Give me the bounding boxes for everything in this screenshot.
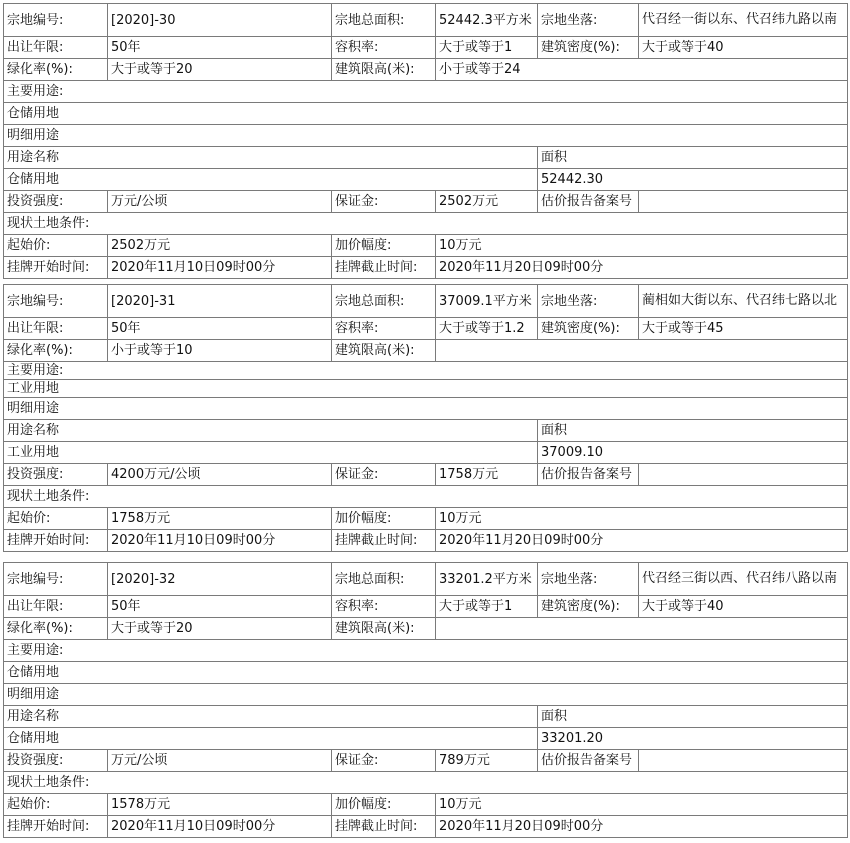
- start-price-label: 起始价:: [4, 794, 108, 816]
- main-use-label: 主要用途:: [4, 640, 848, 662]
- term-value: 50年: [108, 596, 332, 618]
- increment-label: 加价幅度:: [332, 508, 436, 530]
- use-name-value: 仓储用地: [4, 169, 538, 191]
- land-condition-label: 现状土地条件:: [4, 772, 848, 794]
- parcel-table: [3, 284, 848, 552]
- list-start-value: 2020年11月10日09时00分: [108, 257, 332, 279]
- area-header: 面积: [538, 147, 848, 169]
- far-value: 大于或等于1.2: [436, 318, 538, 340]
- parcel-no-value: [2020]-30: [108, 4, 332, 37]
- list-end-label: 挂牌截止时间:: [332, 816, 436, 838]
- appraisal-label: 估价报告备案号: [538, 191, 639, 213]
- detail-use-label: 明细用途: [4, 125, 848, 147]
- deposit-label: 保证金:: [332, 750, 436, 772]
- list-end-value: 2020年11月20日09时00分: [436, 816, 848, 838]
- location-label: 宗地坐落:: [538, 563, 639, 596]
- list-end-label: 挂牌截止时间:: [332, 257, 436, 279]
- use-name-header: 用途名称: [4, 147, 538, 169]
- land-condition-label: 现状土地条件:: [4, 213, 848, 235]
- parcel-table: [3, 562, 848, 838]
- increment-value: 10万元: [436, 235, 848, 257]
- deposit-label: 保证金:: [332, 191, 436, 213]
- far-label: 容积率:: [332, 596, 436, 618]
- density-label: 建筑密度(%):: [538, 596, 639, 618]
- total-area-value: 37009.1平方米: [436, 285, 538, 318]
- height-limit-value: [436, 340, 848, 362]
- parcel-no-label: 宗地编号:: [4, 285, 108, 318]
- far-label: 容积率:: [332, 318, 436, 340]
- appraisal-value: [639, 464, 848, 486]
- parcel-no-label: 宗地编号:: [4, 563, 108, 596]
- height-limit-value: 小于或等于24: [436, 59, 848, 81]
- term-value: 50年: [108, 37, 332, 59]
- green-value: 大于或等于20: [108, 618, 332, 640]
- location-label: 宗地坐落:: [538, 4, 639, 37]
- main-use-value: 仓储用地: [4, 662, 848, 684]
- use-name-value: 仓储用地: [4, 728, 538, 750]
- total-area-value: 33201.2平方米: [436, 563, 538, 596]
- list-start-value: 2020年11月10日09时00分: [108, 816, 332, 838]
- increment-value: 10万元: [436, 508, 848, 530]
- deposit-label: 保证金:: [332, 464, 436, 486]
- appraisal-value: [639, 191, 848, 213]
- parcel-no-value: [2020]-31: [108, 285, 332, 318]
- green-label: 绿化率(%):: [4, 618, 108, 640]
- location-value: 蔺相如大街以东、代召纬七路以北: [639, 285, 848, 318]
- term-label: 出让年限:: [4, 318, 108, 340]
- list-end-value: 2020年11月20日09时00分: [436, 257, 848, 279]
- area-header: 面积: [538, 706, 848, 728]
- parcel-no-label: 宗地编号:: [4, 4, 108, 37]
- location-value: 代召经三街以西、代召纬八路以南: [639, 563, 848, 596]
- use-name-value: 工业用地: [4, 442, 538, 464]
- list-start-label: 挂牌开始时间:: [4, 530, 108, 552]
- land-condition-label: 现状土地条件:: [4, 486, 848, 508]
- height-limit-label: 建筑限高(米):: [332, 340, 436, 362]
- density-label: 建筑密度(%):: [538, 318, 639, 340]
- green-label: 绿化率(%):: [4, 59, 108, 81]
- parcel-no-value: [2020]-32: [108, 563, 332, 596]
- increment-label: 加价幅度:: [332, 235, 436, 257]
- total-area-label: 宗地总面积:: [332, 285, 436, 318]
- start-price-value: 2502万元: [108, 235, 332, 257]
- height-limit-label: 建筑限高(米):: [332, 59, 436, 81]
- detail-use-label: 明细用途: [4, 398, 848, 420]
- start-price-label: 起始价:: [4, 235, 108, 257]
- location-label: 宗地坐落:: [538, 285, 639, 318]
- invest-label: 投资强度:: [4, 464, 108, 486]
- term-value: 50年: [108, 318, 332, 340]
- green-label: 绿化率(%):: [4, 340, 108, 362]
- invest-value: 万元/公顷: [108, 750, 332, 772]
- use-area-value: 33201.20: [538, 728, 848, 750]
- use-name-header: 用途名称: [4, 706, 538, 728]
- invest-value: 4200万元/公顷: [108, 464, 332, 486]
- invest-value: 万元/公顷: [108, 191, 332, 213]
- start-price-value: 1758万元: [108, 508, 332, 530]
- term-label: 出让年限:: [4, 37, 108, 59]
- main-use-label: 主要用途:: [4, 81, 848, 103]
- main-use-label: 主要用途:: [4, 362, 848, 380]
- detail-use-label: 明细用途: [4, 684, 848, 706]
- list-end-label: 挂牌截止时间:: [332, 530, 436, 552]
- height-limit-value: [436, 618, 848, 640]
- main-use-value: 仓储用地: [4, 103, 848, 125]
- list-start-value: 2020年11月10日09时00分: [108, 530, 332, 552]
- density-value: 大于或等于40: [639, 37, 848, 59]
- height-limit-label: 建筑限高(米):: [332, 618, 436, 640]
- main-use-value: 工业用地: [4, 380, 848, 398]
- density-value: 大于或等于40: [639, 596, 848, 618]
- parcel-table: [3, 3, 848, 279]
- green-value: 小于或等于10: [108, 340, 332, 362]
- total-area-label: 宗地总面积:: [332, 563, 436, 596]
- density-label: 建筑密度(%):: [538, 37, 639, 59]
- total-area-label: 宗地总面积:: [332, 4, 436, 37]
- use-name-header: 用途名称: [4, 420, 538, 442]
- deposit-value: 2502万元: [436, 191, 538, 213]
- increment-label: 加价幅度:: [332, 794, 436, 816]
- far-label: 容积率:: [332, 37, 436, 59]
- density-value: 大于或等于45: [639, 318, 848, 340]
- far-value: 大于或等于1: [436, 37, 538, 59]
- list-start-label: 挂牌开始时间:: [4, 816, 108, 838]
- appraisal-value: [639, 750, 848, 772]
- invest-label: 投资强度:: [4, 750, 108, 772]
- list-start-label: 挂牌开始时间:: [4, 257, 108, 279]
- start-price-label: 起始价:: [4, 508, 108, 530]
- appraisal-label: 估价报告备案号: [538, 750, 639, 772]
- use-area-value: 52442.30: [538, 169, 848, 191]
- use-area-value: 37009.10: [538, 442, 848, 464]
- far-value: 大于或等于1: [436, 596, 538, 618]
- term-label: 出让年限:: [4, 596, 108, 618]
- invest-label: 投资强度:: [4, 191, 108, 213]
- deposit-value: 1758万元: [436, 464, 538, 486]
- deposit-value: 789万元: [436, 750, 538, 772]
- green-value: 大于或等于20: [108, 59, 332, 81]
- start-price-value: 1578万元: [108, 794, 332, 816]
- total-area-value: 52442.3平方米: [436, 4, 538, 37]
- appraisal-label: 估价报告备案号: [538, 464, 639, 486]
- list-end-value: 2020年11月20日09时00分: [436, 530, 848, 552]
- area-header: 面积: [538, 420, 848, 442]
- increment-value: 10万元: [436, 794, 848, 816]
- location-value: 代召经一街以东、代召纬九路以南: [639, 4, 848, 37]
